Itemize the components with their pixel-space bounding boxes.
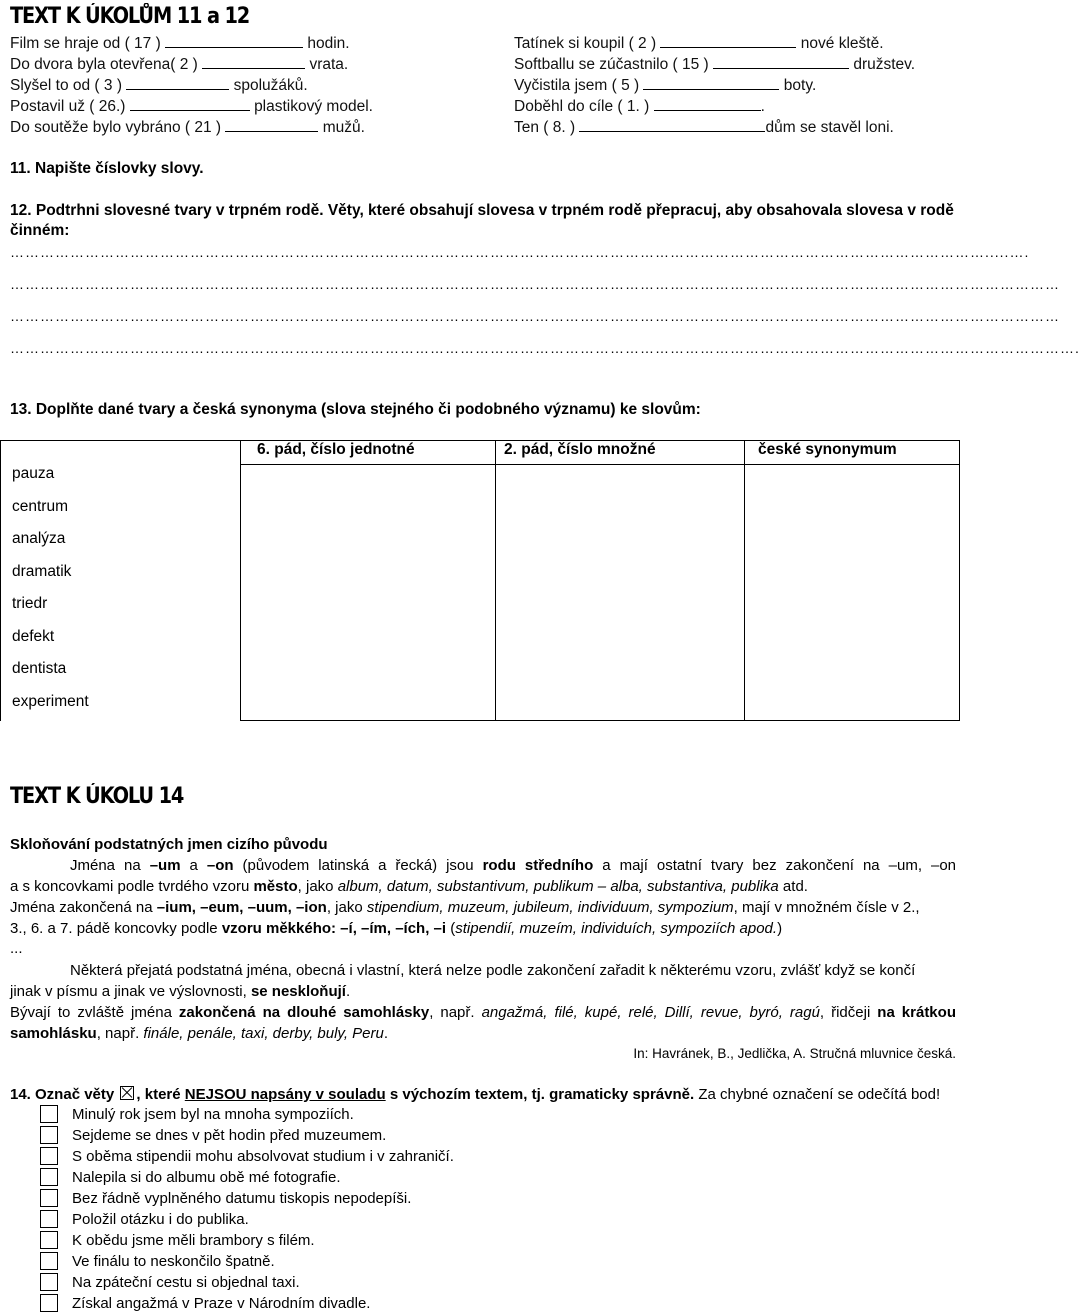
checklist-item-label: Sejdeme se dnes v pět hodin před muzeumem. [72,1127,387,1144]
header-6-pad: 6. pád, číslo jednotné [241,441,496,465]
text14-p1: Jména na –um a –on (původem latinská a řecká) jsou rodu středního a mají ostatní tvary bez zakončení na –um, –on [70,857,957,874]
table-word: defekt [12,627,55,645]
checkbox[interactable] [40,1189,58,1207]
task-13-table [0,440,960,721]
answer-line-3: ………………………………………………………………………………………………………………………………………………………………………………………… [10,308,1060,324]
table-word: dentista [12,660,67,677]
table-word: dramatik [12,562,72,580]
sentence-right-5: Ten ( 8. ) dům se stavěl loni. [514,119,894,136]
text14-p4b: samohlásku, např. finále, penále, taxi, derby, buly, Peru. [10,1025,389,1042]
task-13: 13. Doplňte dané tvary a česká synonyma (slova stejného či podobného významu) ke slovům: [10,401,701,418]
task-14-heading: 14. Označ věty , které NEJSOU napsány v souladu s výchozím textem, tj. gramaticky správně. Za chybné označení se odečítá bod! [10,1086,941,1103]
text14-heading: Skloňování podstatných jmen cizího původu [10,836,328,853]
checkbox[interactable] [40,1105,58,1123]
answer-cell-2-pad[interactable] [496,465,745,721]
checklist-item[interactable] [40,1167,341,1188]
checklist-item[interactable] [40,1230,315,1251]
words-column [1,441,241,721]
text14-p2b: 3., 6. a 7. pádě koncovky podle vzoru měkkého: –í, –ím, –ích, –i (stipendií, muzeím, individuích, sympoziích apod.) [10,920,783,937]
text14-p3b: jinak v písmu a jinak ve výslovnosti, se neskloňují. [10,983,351,1000]
sentence-left-2: Do dvora byla otevřena( 2 ) vrata. [10,56,349,73]
text14-p3: Některá přejatá podstatná jména, obecná i vlastní, která nelze podle zakončení zařadit k některému vzoru, zvlášť když se končí [70,962,916,979]
answer-line-2: ………………………………………………………………………………………………………………………………………………………………………………………… [10,276,1060,292]
checklist-item-label: Nalepila si do albumu obě mé fotografie. [72,1169,341,1186]
sentence-left-3: Slyšel to od ( 3 ) spolužáků. [10,77,308,94]
checkbox[interactable] [40,1147,58,1165]
checkbox[interactable] [40,1252,58,1270]
checklist-item[interactable] [40,1146,454,1167]
answer-line-4: ……………………………………………………………………………………………………………………………………………………………………………………………. [10,340,1080,356]
table-word: pauza [12,465,55,482]
title-task-14: TEXT K ÚKOLU 14 [10,784,184,809]
checklist-item[interactable] [40,1251,275,1272]
checklist-item-label: Položil otázku i do publika. [72,1211,249,1228]
text14-source: In: Havránek, B., Jedlička, A. Stručná mluvnice česká. [633,1046,956,1061]
sentence-right-2: Softballu se zúčastnilo ( 15 ) družstev. [514,56,916,73]
text14-ellipsis: ... [10,940,23,957]
table-word: analýza [12,530,66,547]
checklist-item-label: K obědu jsme měli brambory s filém. [72,1232,315,1249]
checklist-item-label: Minulý rok jsem byl na mnoha sympoziích. [72,1106,354,1123]
checkbox[interactable] [40,1273,58,1291]
table-word: experiment [12,692,89,710]
checked-box-icon [120,1086,134,1100]
sentence-left-5: Do soutěže bylo vybráno ( 21 ) mužů. [10,119,365,136]
table-word: centrum [12,497,68,515]
header-synonym: české synonymum [745,441,960,465]
sentence-right-1: Tatínek si koupil ( 2 ) nové kleště. [514,35,884,52]
task-12-line-1: 12. Podtrhni slovesné tvary v trpném rodě. Věty, které obsahují slovesa v trpném rodě přepracuj, aby obsahovala slovesa v rodě [10,202,954,219]
task-11: 11. Napište číslovky slovy. [10,160,204,177]
checklist-item-label: Ve finálu to neskončilo špatně. [72,1253,275,1270]
header-2-pad: 2. pád, číslo množné [496,441,745,465]
checklist-item[interactable] [40,1188,411,1209]
answer-cell-6-pad[interactable] [241,465,496,721]
checkbox[interactable] [40,1126,58,1144]
checklist-item[interactable] [40,1125,386,1146]
sentence-right-4: Doběhl do cíle ( 1. ) . [514,98,765,115]
task-12-line-2: činném: [10,222,70,239]
text14-p1b: a s koncovkami podle tvrdého vzoru město, jako album, datum, substantivum, publikum – alba, substantiva, publika atd. [10,878,808,895]
answer-cell-synonym[interactable] [745,465,960,721]
checklist-item-label: Získal angažmá v Praze v Národním divadle. [72,1295,371,1312]
text14-p2: Jména zakončená na –ium, –eum, –uum, –ion, jako stipendium, muzeum, jubileum, individuum, sympozium, mají v množném čísle v 2., [10,899,920,916]
checklist-item[interactable] [40,1104,354,1125]
checklist-item-label: S oběma stipendii mohu absolvovat studium i v zahraničí. [72,1148,454,1165]
sentence-left-4: Postavil už ( 26.) plastikový model. [10,98,373,115]
checkbox[interactable] [40,1210,58,1228]
checklist-item-label: Na zpáteční cestu si objednal taxi. [72,1274,300,1291]
text14-p4: Bývají to zvláště jména zakončená na dlouhé samohlásky, např. angažmá, filé, kupé, relé, Dillí, revue, byró, ragú, řidčeji na krátkou [10,1004,956,1021]
checkbox[interactable] [40,1168,58,1186]
checkbox[interactable] [40,1231,58,1249]
sentence-right-3: Vyčistila jsem ( 5 ) boty. [514,77,817,94]
answer-line-1: …………………………………………………………………………………………………………………………………………………………………………….....…. [10,244,1030,260]
checklist-item[interactable] [40,1209,249,1230]
checkbox[interactable] [40,1294,58,1312]
title-tasks-11-12: TEXT K ÚKOLŮM 11 a 12 [10,4,250,29]
checklist-item-label: Bez řádně vyplněného datumu tiskopis nepodepíši. [72,1190,412,1207]
sentence-left-1: Film se hraje od ( 17 ) hodin. [10,35,350,52]
checklist-item[interactable] [40,1272,300,1293]
table-word: triedr [12,595,48,612]
checklist-item[interactable] [40,1293,370,1314]
